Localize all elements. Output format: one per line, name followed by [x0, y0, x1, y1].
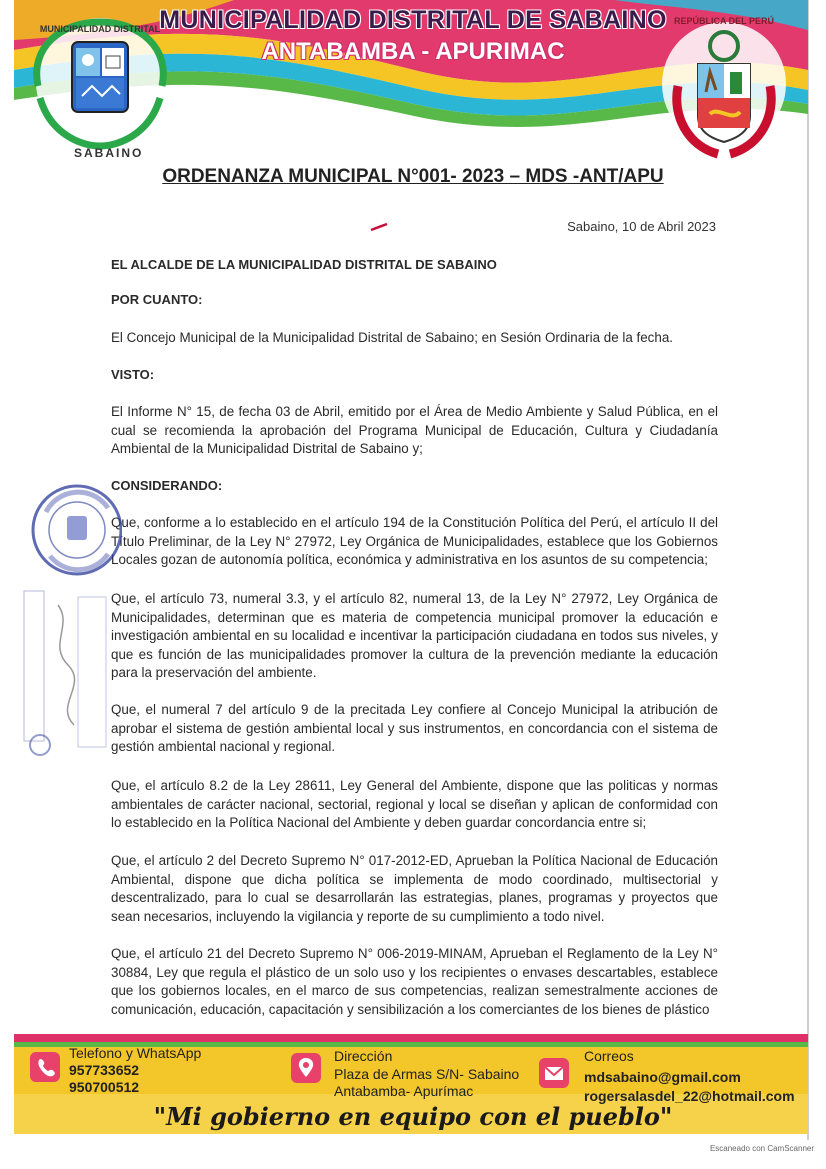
- por-cuanto-label: POR CUANTO:: [111, 292, 203, 307]
- address-line-2: Antabamba- Apurímac: [334, 1083, 474, 1099]
- logo-caption: SABAINO: [74, 146, 144, 160]
- email-address-2[interactable]: rogersalasdel_22@hotmail.com: [584, 1088, 795, 1104]
- document-date: Sabaino, 10 de Abril 2023: [567, 219, 716, 234]
- visto-label: VISTO:: [111, 367, 155, 382]
- letterhead-subtitle: ANTABAMBA - APURIMAC: [261, 38, 565, 65]
- letterhead-title: MUNICIPALIDAD DISTRITAL DE SABAINO: [159, 6, 667, 34]
- svg-text:REPÚBLICA DEL PERÚ: REPÚBLICA DEL PERÚ: [673, 16, 775, 26]
- phone-label: Telefono y WhatsApp: [69, 1045, 202, 1061]
- svg-text:MUNICIPALIDAD DISTRITAL: MUNICIPALIDAD DISTRITAL: [39, 24, 161, 34]
- por-cuanto-text: El Concejo Municipal de la Municipalidad Distrital de Sabaino; en Sesión Ordinaria de la fecha.: [111, 330, 673, 345]
- email-label: Correos: [584, 1048, 634, 1064]
- email-address-1[interactable]: mdsabaino@gmail.com: [584, 1069, 741, 1085]
- considerando-paragraph-1: Que, conforme a lo establecido en el artículo 194 de la Constitución Política del Perú, el artículo II del Título Preliminar, de la Ley N° 27972, Ley Orgánica de Municipalidades, establece que los Gobiernos Locales gozan de autonomía política, económica y administrativa en los asuntos de su competencia;: [111, 515, 718, 567]
- location-pin-icon: [291, 1053, 321, 1083]
- scanner-watermark: Escaneado con CamScanner: [709, 1144, 814, 1153]
- considerando-paragraph-6: Que, el artículo 21 del Decreto Supremo N° 006-2019-MINAM, Aprueban el Reglamento de la Ley N° 30884, Ley que regula el plástico de un solo uso y los recipientes o envases descartables, establece que los gobiernos locales, en el marco de sus competencias, realizan semestralmente acciones de comunicación, educación, capacitación y sensibilización a los comerciantes de los bienes de plástico: [111, 946, 718, 1017]
- footer-slogan: "Mi gobierno en equipo con el pueblo": [153, 1102, 673, 1131]
- municipal-seal-stamp: [22, 478, 122, 588]
- secretary-signature-stamp: [18, 585, 113, 765]
- considerando-paragraph-4: Que, el artículo 8.2 de la Ley 28611, Ley General del Ambiente, dispone que las politicas y normas ambientales de carácter nacional, sectorial, regional y local se diseñan y aplican de conformidad con lo establecido en la Política Nacional del Ambiente y deben guardar concordancia entre si;: [111, 778, 718, 830]
- considerando-label: CONSIDERANDO:: [111, 478, 223, 493]
- considerando-paragraph-3: Que, el numeral 7 del artículo 9 de la precitada Ley confiere al Concejo Municipal la atribución de aprobar el sistema de gestión ambiental local y sus instrumentos, en concordancia con el sistema de gestión ambiental nacional y regional.: [111, 702, 718, 754]
- visto-text: El Informe N° 15, de fecha 03 de Abril, emitido por el Área de Medio Ambiente y Salud Pública, en el cual se recomienda la aprobación del Programa Municipal de Educación, Cultura y Ciudadanía Ambiental de la Municipalidad Distrital de Sabaino y;: [111, 404, 718, 456]
- pen-mark-icon: [370, 222, 388, 232]
- considerando-paragraph-5: Que, el artículo 2 del Decreto Supremo N° 017-2012-ED, Aprueban la Política Nacional de Educación Ambiental, dispone que dicha política se implementa de modo coordinado, multisectorial y descentralizado, para lo cual se desarrollarán las estrategias, planes, programas y proyectos que sean necesarios, incluyendo la vigilancia y reporte de su cumplimiento a todo nivel.: [111, 853, 718, 924]
- authority-heading: EL ALCALDE DE LA MUNICIPALIDAD DISTRITAL DE SABAINO: [111, 257, 497, 272]
- phone-whatsapp-icon: [30, 1052, 60, 1082]
- address-line-1: Plaza de Armas S/N- Sabaino: [334, 1066, 520, 1082]
- considerando-paragraph-2: Que, el artículo 73, numeral 3.3, y el artículo 82, numeral 13, de la Ley N° 27972, Ley Orgánica de Municipalidades, determinan que es materia de competencia municipal promover la educación e investigación ambiental en su localidad e incentivar la participación ciudadana en todos sus niveles, y que es función de las municipalidades promover la cultura de la prevención mediante la educación para la preservación del ambiente.: [111, 591, 718, 680]
- email-envelope-icon: [539, 1058, 569, 1088]
- phone-number-2[interactable]: 950700512: [69, 1079, 140, 1095]
- phone-number-1[interactable]: 957733652: [69, 1062, 140, 1078]
- address-label: Dirección: [334, 1048, 393, 1064]
- ordinance-title: ORDENANZA MUNICIPAL N°001- 2023 – MDS -ANT/APU: [162, 166, 664, 187]
